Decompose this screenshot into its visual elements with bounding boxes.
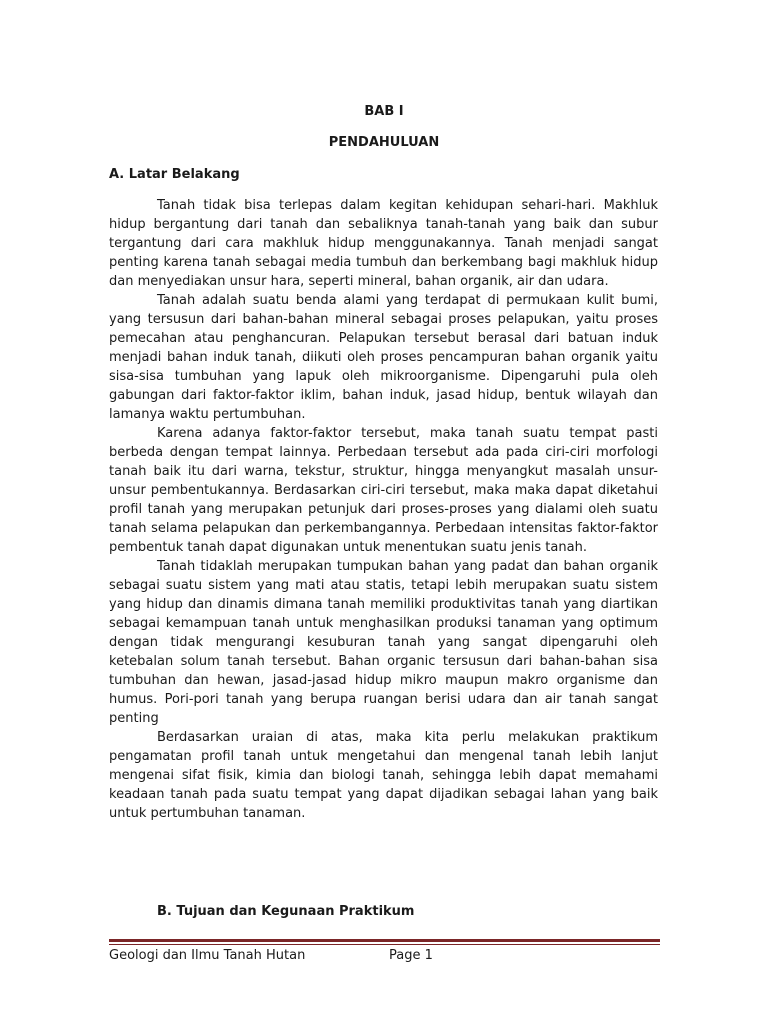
chapter-number: BAB I bbox=[364, 104, 404, 119]
paragraph: Tanah adalah suatu benda alami yang terdapat di permukaan kulit bumi, yang tersusun dari bahan-bahan mineral sebagai proses pelapukan, yaitu proses pemecahan atau penghancuran. Pelapukan tersebut berasal dari batuan induk menjadi bahan induk tanah, diikuti oleh proses pencampuran bahan organik yaitu sisa-sisa tumbuhan yang lapuk oleh mikroorganisme. Dipengaruhi pula oleh gabungan dari faktor-faktor iklim, bahan induk, jasad hidup, bentuk wilayah dan lamanya waktu pertumbuhan. bbox=[109, 293, 658, 422]
footer-rule-thick bbox=[109, 939, 660, 942]
section-heading-latar-belakang: A. Latar Belakang bbox=[109, 167, 240, 182]
section-heading-tujuan: B. Tujuan dan Kegunaan Praktikum bbox=[157, 904, 415, 919]
chapter-title: PENDAHULUAN bbox=[328, 135, 440, 150]
footer-rule-thin bbox=[109, 944, 660, 945]
paragraph: Tanah tidak bisa terlepas dalam kegitan kehidupan sehari-hari. Makhluk hidup bergantung dari tanah dan sebaliknya tanah-tanah yang baik dan subur tergantung dari cara makhluk hidup menggunakannya. Tanah menjadi sangat penting karena tanah sebagai media tumbuh dan berkembang bagi makhluk hidup dan menyediakan unsur hara, seperti mineral, bahan organik, air dan udara. bbox=[109, 198, 658, 289]
page-number: Page 1 bbox=[389, 948, 433, 963]
footer-title: Geologi dan Ilmu Tanah Hutan bbox=[109, 948, 306, 963]
body-text bbox=[109, 196, 658, 823]
paragraph: Tanah tidaklah merupakan tumpukan bahan yang padat dan bahan organik sebagai suatu sistem yang mati atau statis, tetapi lebih merupakan suatu sistem yang hidup dan dinamis dimana tanah memiliki produktivitas tanah yang diartikan sebagai kemampuan tanah untuk menghasilkan produksi tanaman yang optimum dengan tidak mengurangi kesuburan tanah yang sangat dipengaruhi oleh ketebalan solum tanah tersebut. Bahan organic tersusun dari bahan-bahan sisa tumbuhan dan hewan, jasad-jasad hidup mikro maupun makro organisme dan humus. Pori-pori tanah yang berupa ruangan berisi udara dan air tanah sangat penting bbox=[109, 559, 658, 726]
paragraph: Berdasarkan uraian di atas, maka kita perlu melakukan praktikum pengamatan profil tanah untuk mengetahui dan mengenal tanah lebih lanjut mengenai sifat fisik, kimia dan biologi tanah, sehingga lebih dapat memahami keadaan tanah pada suatu tempat yang dapat dijadikan sebagai lahan yang baik untuk pertumbuhan tanaman. bbox=[109, 730, 658, 821]
paragraph: Karena adanya faktor-faktor tersebut, maka tanah suatu tempat pasti berbeda dengan tempat lainnya. Perbedaan tersebut ada pada ciri-ciri morfologi tanah baik itu dari warna, tekstur, struktur, hingga menyangkut masalah unsur-unsur pembentukannya. Berdasarkan ciri-ciri tersebut, maka maka dapat diketahui profil tanah yang merupakan petunjuk dari proses-proses yang dialami oleh suatu tanah selama pelapukan dan perkembangannya. Perbedaan intensitas faktor-faktor pembentuk tanah dapat digunakan untuk menentukan suatu jenis tanah. bbox=[109, 426, 658, 555]
